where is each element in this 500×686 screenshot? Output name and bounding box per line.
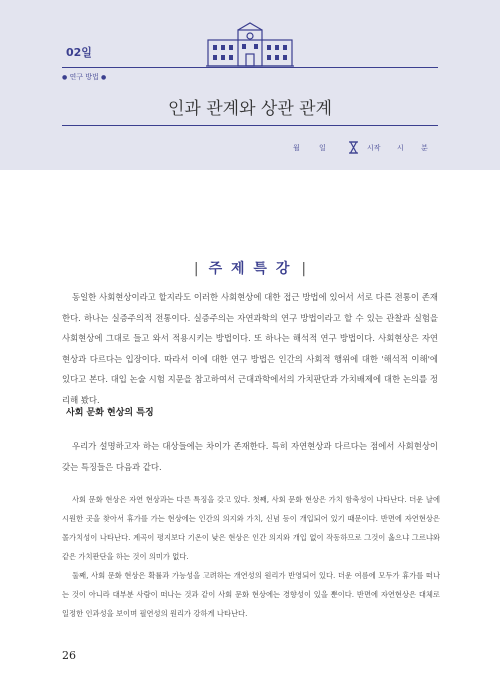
- sub-heading: 사회 문화 현상의 특징: [66, 408, 154, 418]
- body-paragraph: 사회 문화 현상은 자연 현상과는 다른 특징을 갖고 있다. 첫째, 사회 문화 현상은 가치 함축성이 나타난다. 더운 날에 시원한 곳을 찾아서 휴가를 가는 현상에는 인간의 의지와 가치, 신념 등이 개입되어 있기 때문이다. 반면에 자연현상은 몰가치성이 나타난다. 계곡이 평지보다 기온이 낮은 현상은 인간 의지와 개입 없이 작동하므로 그것이 옳으냐 그르냐와 같은 가치판단을 하는 것이 의미가 없다.: [62, 495, 440, 561]
- header-divider-top: [62, 67, 438, 68]
- section-title: [62, 258, 438, 278]
- body-paragraph: 우리가 설명하고자 하는 대상들에는 차이가 존재한다. 특히 자연현상과 다르다는 점에서 사회현상이 갖는 특징들은 다음과 같다.: [62, 441, 438, 472]
- intro-paragraph: 동일한 사회현상이라고 할지라도 이러한 사회현상에 대한 접근 방법에 있어서 서로 다른 전통이 존재한다. 하나는 실증주의적 전통이다. 실증주의는 자연과학의 연구 방법이라고 할 수 있는 관찰과 실험을 사회현상에 그대로 들고 와서 적용시키는 방법이다. 또 하나는 해석적 연구 방법이다. 사회현상은 자연현상과 다르다는 입장이다. 따라서 이에 대한 연구 방법은 인간의 사회적 행위에 대한 '해석적 이해'에 있다고 본다. 대입 논술 시험 지문을 참고하여서 근대과학에서의 가치판단과 가치배제에 대한 논의를 정리해 봤다.: [62, 292, 438, 405]
- page-number: 26: [62, 649, 76, 662]
- title-bar-left: |: [193, 261, 199, 277]
- title-bar-right: |: [301, 261, 307, 277]
- category-text: 연구 방법: [69, 73, 99, 81]
- day-field-label: 일: [319, 144, 326, 152]
- body-paragraph: 둘째, 사회 문화 현상은 확률과 가능성을 고려하는 개연성의 원리가 반영되어 있다. 더운 여름에 모두가 휴가를 떠나는 것이 아니라 대부분 사람이 떠나는 것과 같이 사회 문화 현상에는 경향성이 있을 뿐이다. 반면에 자연현상은 대체로 일정한 인과성을 보이며 필연성의 원리가 강하게 나타난다.: [62, 571, 440, 618]
- bullet-icon: ●: [101, 74, 107, 81]
- category-label: [62, 72, 106, 82]
- month-label: 월: [293, 144, 300, 152]
- hourglass-icon: [349, 141, 358, 154]
- school-building-icon: [206, 22, 294, 68]
- hour-label: 시: [397, 144, 404, 152]
- page-title: 인과 관계와 상관 관계: [167, 99, 332, 119]
- date-time-bar: [283, 140, 435, 156]
- start-label: 시작: [367, 144, 381, 152]
- bullet-icon: ●: [62, 74, 68, 81]
- section-title-text: 주 제 특 강: [208, 261, 292, 277]
- header-divider-bottom: [62, 125, 438, 126]
- minute-label: 분: [421, 144, 428, 152]
- day-label: 02일: [66, 46, 92, 59]
